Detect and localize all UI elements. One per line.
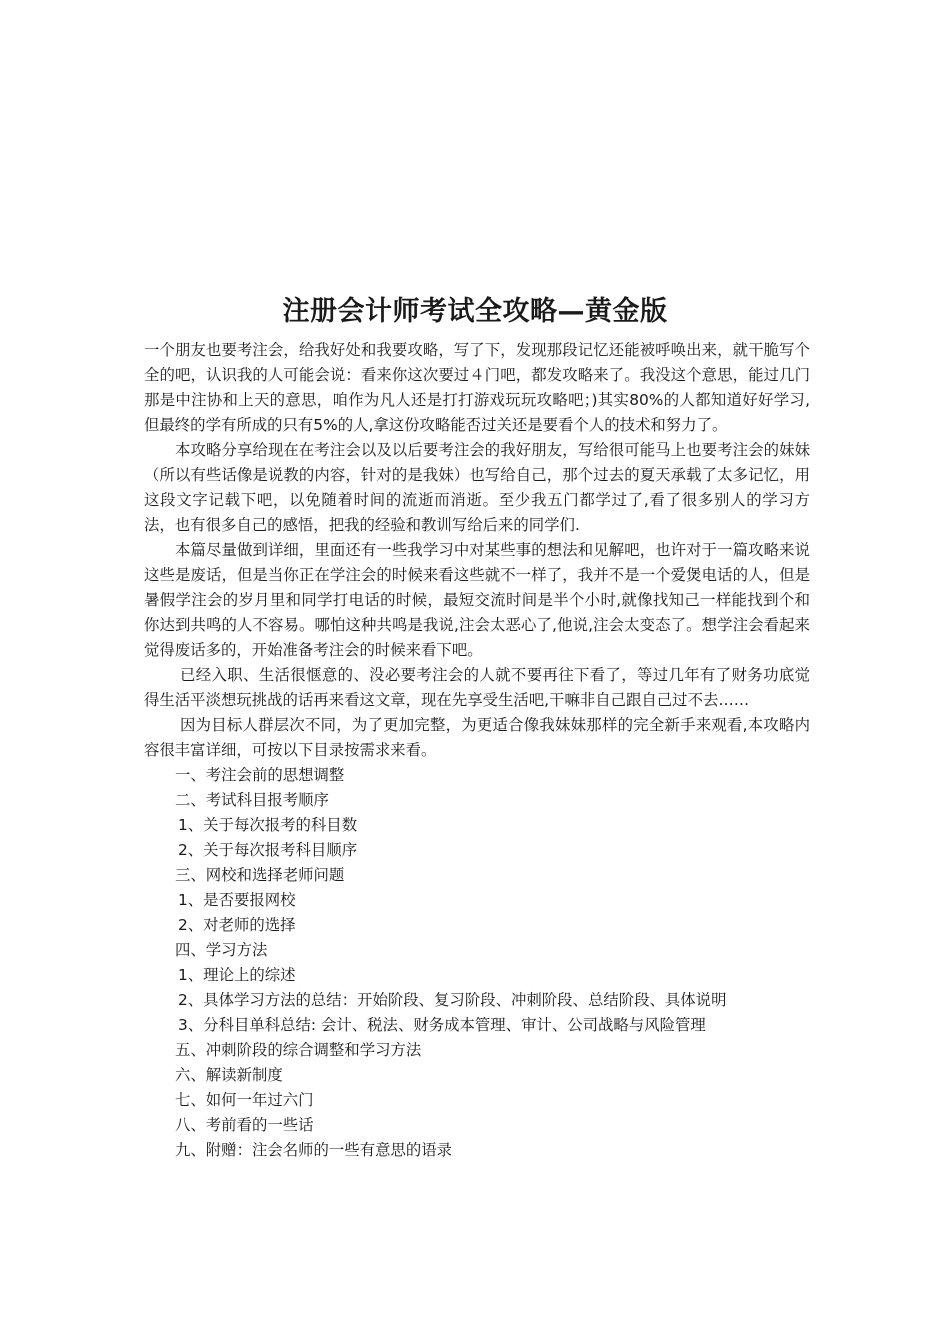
toc-item: 五、冲刺阶段的综合调整和学习方法: [175, 1041, 422, 1059]
toc-item: 三、网校和选择老师问题: [175, 866, 345, 884]
paragraph-target: 因为目标人群层次不同，为了更加完整，为更适合像我妹妹那样的完全新手来观看,本攻略内容很丰富详细，可按以下目录按需求来看。: [144, 716, 810, 759]
toc-item: 九、附赠：注会名师的一些有意思的语录: [175, 1141, 453, 1159]
toc-item: 八、考前看的一些话: [175, 1116, 314, 1134]
paragraph-intro: 一个朋友也要考注会，给我好处和我要攻略，写了下，发现那段记忆还能被呼唤出来，就干脆写个全的吧，认识我的人可能会说：看来你这次要过４门吧，都发攻略来了。我没这个意思，能过几门那是中注协和上天的意思，咱作为凡人还是打打游戏玩玩攻略吧；)其实80%的人都知道好好学习,但最终的学有所成的只有5%的人,拿这份攻略能否过关还是要看个人的技术和努力了。: [144, 341, 810, 434]
table-of-contents: [144, 763, 810, 1163]
toc-item: 四、学习方法: [175, 941, 268, 959]
toc-item: 1、关于每次报考的科目数: [178, 816, 358, 834]
toc-item: 2、关于每次报考科目顺序: [178, 841, 358, 859]
toc-item: 2、对老师的选择: [178, 916, 296, 934]
toc-item: 1、是否要报网校: [178, 891, 296, 909]
document-body: [144, 338, 810, 1163]
toc-item: 1、理论上的综述: [178, 966, 296, 984]
paragraph-audience: 本攻略分享给现在在考注会以及以后要考注会的我好朋友，写给很可能马上也要考注会的妹妹（所以有些话像是说教的内容，针对的是我妹）也写给自己，那个过去的夏天承载了太多记忆，用这段文字记载下吧，以免随着时间的流逝而消逝。至少我五门都学过了,看了很多别人的学习方法，也有很多自己的感悟，把我的经验和教训写给后来的同学们.: [144, 441, 810, 534]
toc-item: 六、解读新制度: [175, 1066, 283, 1084]
toc-item: 七、如何一年过六门: [175, 1091, 314, 1109]
paragraph-detail: 本篇尽量做到详细，里面还有一些我学习中对某些事的想法和见解吧，也许对于一篇攻略来说这些是废话，但是当你正在学注会的时候来看这些就不一样了，我并不是一个爱煲电话的人，但是暑假学注会的岁月里和同学打电话的时候，最短交流时间是半个小时,就像找知己一样能找到个和你达到共鸣的人不容易。哪怕这种共鸣是我说,注会太恶心了,他说,注会太变态了。想学注会看起来觉得废话多的，开始准备考注会的时候来看下吧。: [144, 541, 810, 659]
paragraph-warning: 已经入职、生活很惬意的、没必要考注会的人就不要再往下看了，等过几年有了财务功底觉得生活平淡想玩挑战的话再来看这文章，现在先享受生活吧,干嘛非自己跟自己过不去……: [144, 666, 810, 709]
toc-item: 3、分科目单科总结: 会计、税法、财务成本管理、审计、公司战略与风险管理: [178, 1016, 706, 1034]
toc-item: 一、考注会前的思想调整: [175, 766, 345, 784]
document-title: 注册会计师考试全攻略—黄金版: [282, 296, 668, 327]
toc-item: 2、具体学习方法的总结：开始阶段、复习阶段、冲刺阶段、总结阶段、具体说明: [178, 991, 727, 1009]
toc-item: 二、考试科目报考顺序: [175, 791, 329, 809]
